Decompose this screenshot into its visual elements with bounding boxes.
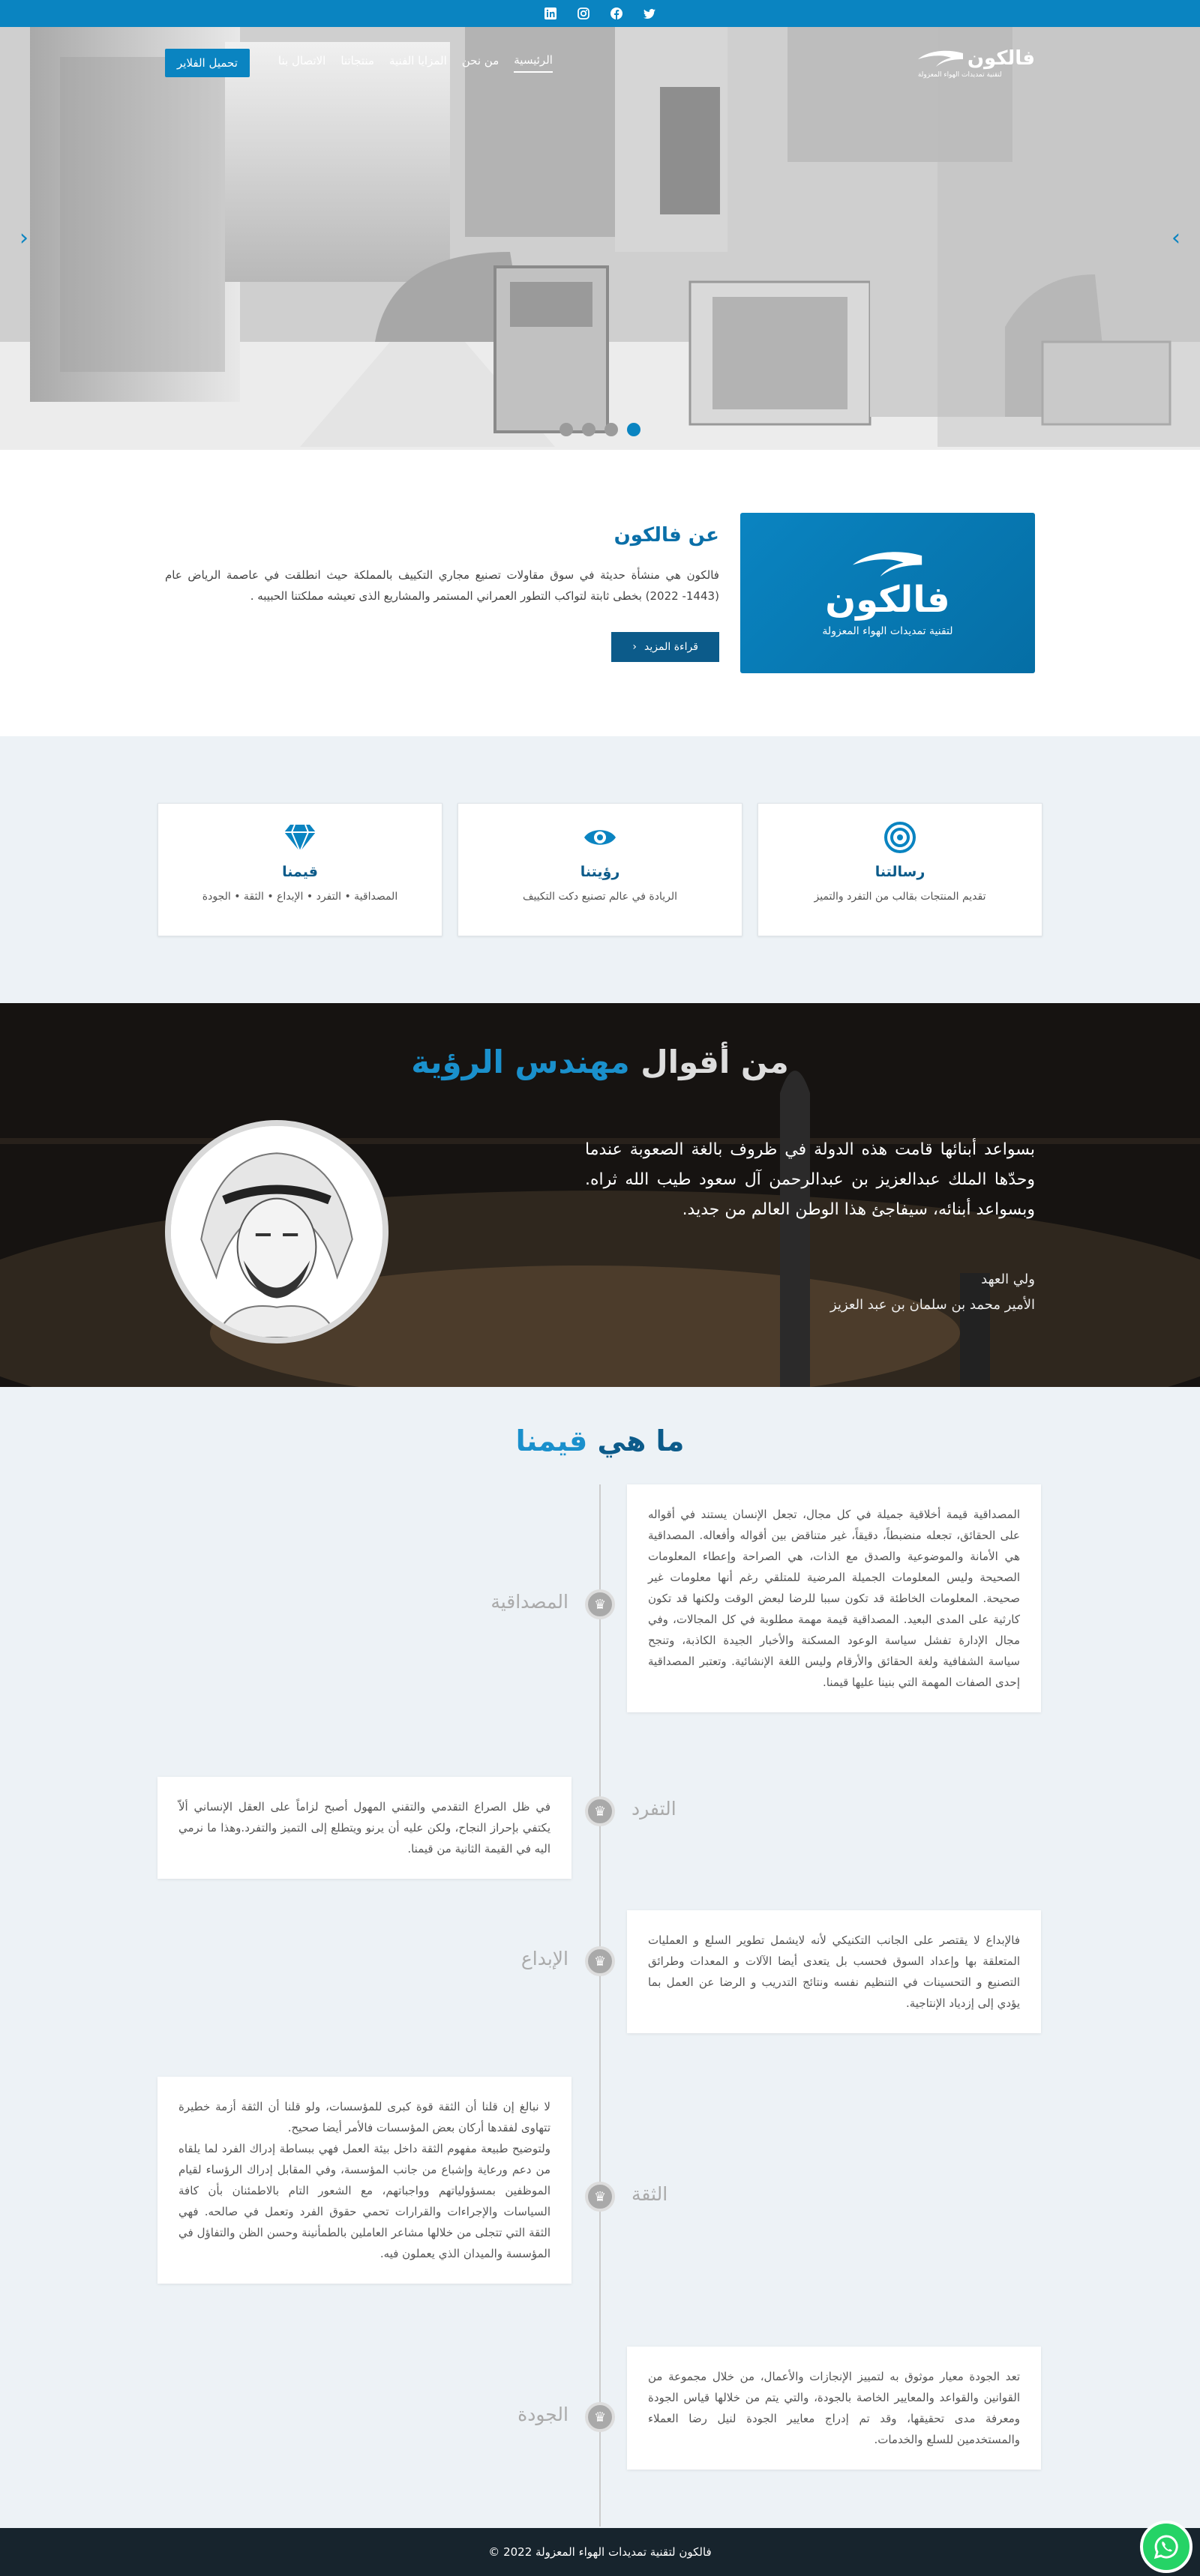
nav-products[interactable]: منتجاتنا — [340, 54, 374, 67]
timeline-line — [599, 1484, 601, 2527]
whatsapp-icon[interactable] — [1140, 2521, 1192, 2573]
nav-features[interactable]: المزايا الفنية — [388, 54, 447, 67]
nav-contact[interactable]: الاتصال بنا — [278, 54, 326, 67]
about-section — [0, 450, 1200, 736]
instagram-icon[interactable] — [577, 7, 590, 20]
quote-section — [0, 1003, 1200, 1387]
eye-icon — [583, 820, 617, 855]
falcon-icon — [918, 49, 963, 68]
hero-slider — [0, 27, 1200, 450]
quote-title-a: من أقوال — [640, 1044, 789, 1080]
about-logo-tagline: لتقنية تمديدات الهواء المعزولة — [822, 625, 953, 637]
value-label: التفرد — [632, 1798, 676, 1820]
read-more-label: قراءة المزيد — [644, 641, 698, 653]
main-nav — [0, 40, 1200, 85]
about-logo-name: فالكون — [825, 579, 950, 621]
about-title: عن فالكون — [614, 524, 719, 547]
value-label: الثقة — [632, 2183, 668, 2205]
nav-about[interactable]: من نحن — [461, 54, 500, 67]
card-text: الريادة في عالم تصنيع دكت التكييف — [522, 891, 678, 903]
quote-title — [0, 1044, 1200, 1080]
card-text: تقديم المنتجات بقالب من التفرد والتميز — [814, 891, 986, 903]
value-box: فالإبداع لا يقتصر على الجانب التكنيكي لأنه لايشمل تطوير السلع و العمليات المتعلقة بها وإعداد السوق فحسب بل يتعدى أيضا الآلات و المعدات وطرائق التصنيع و التحسينات في التنظيم نفسه ونتائج التدريب و الرضا عن العمل بما يؤدي إلى إزدياد الإنتاجية. — [627, 1910, 1041, 2033]
value-box: تعد الجودة معيار موثوق به لتمييز الإنجازات والأعمال، من خلال مجموعة من القوانين والقواعد والمعايير الخاصة بالجودة، والتي يتم من خلالها قياس الجودة ومعرفة مدى تحقيقها، وقد تم إدراج معايير الجودة لنيل رضا العملاء والمستخدمين للسلع والخدمات. — [627, 2347, 1041, 2470]
about-logo — [740, 513, 1035, 673]
slider-dots — [0, 423, 1200, 436]
timeline-node-icon: ♛ — [585, 1589, 615, 1619]
mission-cards — [0, 736, 1200, 1003]
footer-copyright: فالكون لتقنية تمديدات الهواء المعزولة 2022 © — [488, 2545, 712, 2559]
timeline-node-icon: ♛ — [585, 2402, 615, 2432]
value-box: لا نبالغ إن قلنا أن الثقة قوة كبرى للمؤسسات، ولو قلنا أن الثقة أزمة خطيرة تتهاوى لفقدها أركان بعض المؤسسات فالأمر أيضا صحيح. ولتوضيح طبيعة مفهوم الثقة داخل بيئة العمل فهي ببساطة إدراك الفرد لما يلقاه من دعم ورعاية وإشباع من جانب المؤسسة، وفي المقابل إدراك الرؤساء لقيام الموظفين بمسؤولياتهم وواجباتهم، مع الشعور التام بالاطمئنان بأن كافة السياسات والإجراءات والقرارات تحمي حقوق الفرد وتعمل في صالحه. فهي الثقة التي تتجلى من خلالها مشاعر العاملين بالطمأنينة وحسن الظن والتفاؤل في المؤسسة والميدان الذي يعملون فيه. — [158, 2077, 572, 2284]
brand-name: فالكون — [967, 47, 1035, 70]
footer — [0, 2528, 1200, 2576]
values-title — [0, 1424, 1200, 1457]
card-title: رسالتنا — [874, 864, 926, 880]
brand-logo[interactable] — [918, 47, 1035, 79]
timeline-node-icon: ♛ — [585, 2182, 615, 2212]
value-label: الجودة — [518, 2404, 568, 2425]
download-flyer-button[interactable]: تحميل الفلاير — [165, 49, 250, 77]
timeline-node-icon: ♛ — [585, 1946, 615, 1976]
slide-dot[interactable] — [560, 423, 573, 436]
quote-signature — [830, 1267, 1035, 1318]
about-body: فالكون هي منشأة حديثة في سوق مقاولات تصنيع مجاري التكييف بالمملكة حيث انطلقت في عاصمة الرياض عام (1443- 2022) بخطى ثابتة لتواكب التطور العمراني المستمر والمشاريع الذى تعيشه مملكتنا الحبيبه . — [165, 568, 719, 603]
facebook-icon[interactable] — [610, 7, 623, 20]
card-vision — [458, 803, 742, 936]
value-box: المصداقية قيمة أخلاقية جميلة في كل مجال، تجعل الإنسان يستند في أقواله على الحقائق، تجعله منضبطاً، دقيقاً، غير متناقض بين أقواله وأفعاله. المصداقية هي الأمانة والموضوعية والصدق مع الذات، هي الصراحة وإعطاء المعلومات الصحيحة وليس المعلومات الجميلة المرضية للمتلقي رغم أنها معلومات غير صحيحة. المعلومات الخاطئة قد تكون سببا للرضا لبعض الوقت ولكنها قد تكون كارثية على المدى البعيد. المصداقية قيمة مهمة مطلوبة في كل المجالات، وفي مجال الإدارة تفشل سياسة الوعود المسكنة والأخبار الجيدة الكاذبة، وتنجح سياسة الشفافية ولغة الحقائق والأرقام وليس اللغة الإنشائية. وتعتبر المصداقية إحدى الصفات المهمة التي بنينا عليها قيمنا. — [627, 1484, 1041, 1712]
value-label: المصداقية — [490, 1591, 568, 1613]
values-title-a: ما هي — [597, 1424, 685, 1457]
linkedin-icon[interactable] — [544, 7, 557, 20]
quote-name: الأمير محمد بن سلمان بن عبد العزيز — [830, 1297, 1035, 1313]
card-values — [158, 803, 442, 936]
quote-title-b: مهندس الرؤية — [411, 1044, 630, 1080]
card-text: المصداقية • التفرد • الإبداع • الثقة • الجودة — [202, 891, 398, 903]
value-box: في ظل الصراع التقدمي والتقني المهول أصبح لزاماً على العقل الإنساني ألاّ يكتفي بإحراز النجاح، ولكن عليه أن يرنو ويتطلع إلى التميز والتفرد.وهذا ما نرمي اليه في القيمة الثانية من قيمنا. — [158, 1777, 572, 1879]
card-title: رؤيتنا — [580, 864, 620, 880]
nav-links — [165, 49, 553, 77]
social-bar — [0, 0, 1200, 27]
chevron-left-icon: ‹ — [632, 641, 638, 653]
brand-tagline: لتقنية تمديدات الهواء المعزولة — [917, 71, 1002, 79]
slide-dot[interactable] — [582, 423, 596, 436]
next-slide-icon[interactable]: › — [1172, 225, 1180, 251]
prev-slide-icon[interactable]: ‹ — [20, 225, 28, 251]
falcon-icon — [842, 549, 932, 579]
slide-dot[interactable] — [604, 423, 618, 436]
slide-dot-active[interactable] — [627, 423, 640, 436]
values-title-b: قيمنا — [515, 1424, 588, 1457]
value-label: الإبداع — [520, 1948, 568, 1969]
card-title: قيمنا — [282, 864, 318, 880]
about-content — [165, 524, 719, 662]
crown-prince-portrait — [165, 1120, 388, 1343]
card-mission — [758, 803, 1042, 936]
portrait-sketch — [171, 1126, 382, 1337]
read-more-button[interactable] — [611, 632, 719, 662]
target-icon — [883, 820, 917, 855]
timeline-node-icon: ♛ — [585, 1796, 615, 1826]
twitter-icon[interactable] — [643, 7, 656, 20]
values-section — [0, 1387, 1200, 2528]
quote-role: ولي العهد — [981, 1272, 1035, 1287]
diamond-icon — [283, 820, 317, 855]
hero-duct-image — [0, 27, 1200, 450]
quote-text: بسواعد أبنائها قامت هذه الدولة في ظروف بالغة الصعوبة عندما وحدّها الملك عبدالعزيز بن عبدالرحمن آل سعود طيب الله ثراه. وبسواعد أبنائه، سيفاجئ هذا الوطن العالم من جديد. — [585, 1140, 1035, 1219]
nav-home[interactable]: الرئيسية — [514, 53, 553, 73]
